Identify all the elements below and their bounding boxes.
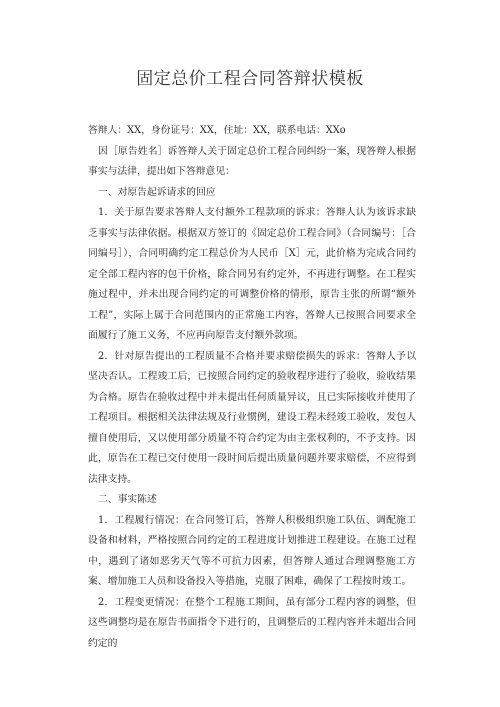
response-point-1-paragraph: 1．关于原告要求答辩人支付额外工程款项的诉求：答辩人认为该诉求缺乏事实与法律依据。根据双方签订的《固定总价工程合同》（合同编号：［合同编号］），合同明确约定工程总价为人民币［X］元，此价格为完成合同约定全部工程内容的包干价格，除合同另有约定外，不再进行调整。在工程实施过程中，并未出现合同约定的可调整价格的情形，原告主张的所谓“额外工程”，实际上属于合同范围内的正常施工内容，答辩人已按照合同要求全面履行了施工义务，不应再向原告支付额外款项。	[88, 207, 416, 341]
case-intro-paragraph: 因［原告姓名］诉答辩人关于固定总价工程合同纠纷一案，现答辩人根据事实与法律，提出如下答辩意见：	[88, 145, 416, 177]
fact-point-2-paragraph: 2．工程变更情况：在整个工程施工期间，虽有部分工程内容的调整，但这些调整均是在原告书面指令下进行的，且调整后的工程内容并未超出合同约定的	[88, 596, 416, 649]
respondent-info-paragraph: 答辩人：XX，身份证号：XX，住址：XX，联系电话：XXo	[88, 125, 346, 136]
document-title: 固定总价工程合同答辩状模板	[136, 69, 364, 89]
fact-point-1-paragraph: 1．工程履行情况：在合同签订后，答辩人积极组织施工队伍、调配施工设备和材料，严格按照合同约定的工程进度计划推进工程建设。在施工过程中，遇到了诸如恶劣天气等不可抗力因素，但答辩人通过合理调整施工方案、增加施工人员和设备投入等措施，克服了困难，确保了工程按时竣工。	[88, 514, 416, 587]
response-point-2-paragraph: 2．针对原告提出的工程质量不合格并要求赔偿损失的诉求：答辩人予以坚决否认。工程竣工后，已按照合同约定的验收程序进行了验收，验收结果为合格。原告在验收过程中并未提出任何质量异议，且已实际接收并使用了工程项目。根据相关法律法规及行业惯例，建设工程未经竣工验收，发包人擅自使用后，又以使用部分质量不符合约定为由主张权利的，不予支持。因此，原告在工程已交付使用一段时间后提出质量问题并要求赔偿，不应得到法律支持。	[88, 350, 416, 485]
section-heading-response: 一、对原告起诉请求的回应	[98, 186, 216, 198]
section-heading-facts: 二、事实陈述	[98, 494, 157, 505]
document-body	[88, 121, 416, 654]
